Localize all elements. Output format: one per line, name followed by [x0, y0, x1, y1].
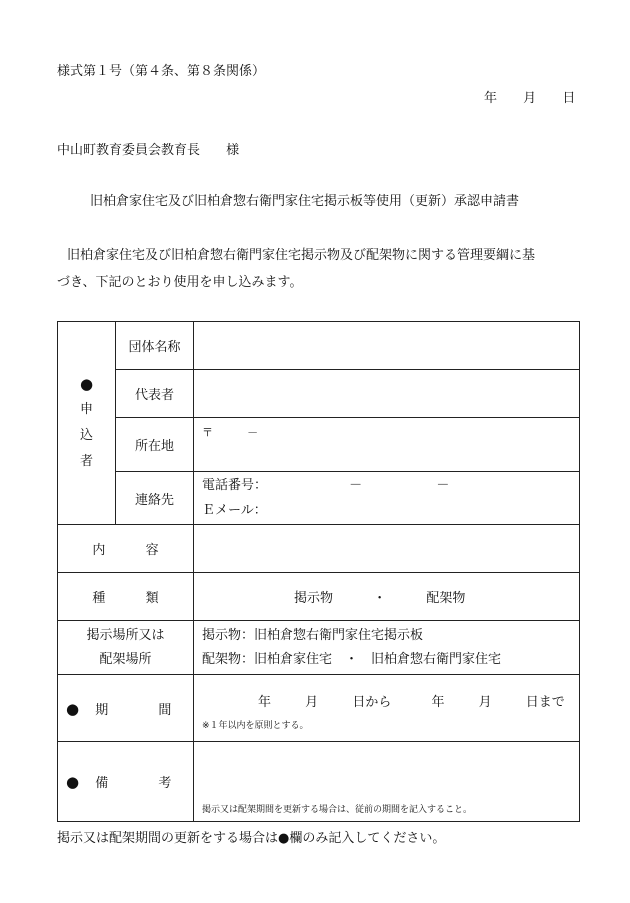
remarks-note: 掲示又は配架期間を更新する場合は、従前の期間を記入すること。 — [202, 805, 473, 815]
row-org-name — [58, 322, 580, 370]
period-label-b: 間 — [158, 702, 172, 718]
address-label: 所在地 — [116, 418, 194, 472]
applicant-label-char-3: 者 — [79, 454, 93, 469]
postal-dash: － — [247, 426, 259, 439]
period-label-a: 期 — [95, 702, 109, 718]
content-label-cell — [58, 525, 194, 573]
row-contact — [58, 472, 580, 525]
content-field[interactable] — [194, 525, 580, 573]
type-label-a: 種 — [92, 591, 106, 606]
period-to-day: 日まで — [525, 695, 565, 710]
org-name-field[interactable] — [194, 322, 580, 370]
period-mark: ● — [66, 699, 80, 718]
remarks-mark: ● — [66, 773, 80, 791]
remarks-label-cell — [58, 742, 194, 822]
postal-mark: 〒 — [202, 426, 213, 439]
phone-dash-2: － — [436, 478, 450, 493]
row-type — [58, 573, 580, 621]
row-period — [58, 675, 580, 742]
period-from-year: 年 — [258, 695, 272, 710]
footer-note: 掲示又は配架期間の更新をする場合は●欄のみ記入してください。 — [57, 831, 446, 846]
applicant-label-cell — [58, 322, 116, 525]
location-label-cell — [58, 621, 194, 675]
representative-field[interactable] — [194, 370, 580, 418]
period-to-month: 月 — [478, 695, 492, 710]
content-label-a: 内 — [92, 543, 106, 558]
application-form-table — [57, 321, 580, 822]
period-label-cell — [58, 675, 194, 742]
type-field — [194, 573, 580, 621]
location-value-line-2: 配架物：旧柏倉家住宅 ・ 旧柏倉惣右衛門家住宅 — [202, 651, 502, 667]
content-label-b: 容 — [145, 543, 159, 558]
period-note: ※１年以内を原則とする。 — [202, 721, 309, 731]
date-line — [484, 87, 575, 106]
row-remarks — [58, 742, 580, 822]
type-label-cell — [58, 573, 194, 621]
remarks-label-a: 備 — [95, 776, 109, 791]
period-to-year: 年 — [431, 695, 445, 710]
date-month-label: 月 — [523, 91, 537, 106]
period-from-month: 月 — [305, 695, 319, 710]
date-day-label: 日 — [562, 91, 576, 106]
type-separator: ・ — [373, 591, 387, 606]
type-option-rack[interactable]: 配架物 — [426, 591, 466, 606]
location-field — [194, 621, 580, 675]
period-field[interactable] — [194, 675, 580, 742]
row-location — [58, 621, 580, 675]
type-label-b: 類 — [145, 591, 159, 606]
contact-label: 連絡先 — [116, 472, 194, 525]
row-content — [58, 525, 580, 573]
applicant-label-char-1: 申 — [79, 402, 93, 417]
representative-label: 代表者 — [116, 370, 194, 418]
addressee — [57, 139, 239, 158]
addressee-suffix: 様 — [226, 143, 240, 158]
remarks-field[interactable] — [194, 742, 580, 822]
form-number: 様式第１号（第４条、第８条関係） — [57, 64, 266, 79]
intro-line-1: 旧柏倉家住宅及び旧柏倉惣右衛門家住宅掲示物及び配架物に関する管理要綱に基 — [67, 248, 536, 263]
intro-line-2: づき、下記のとおり使用を申し込みます。 — [57, 275, 303, 290]
row-address — [58, 418, 580, 472]
period-from-day: 日から — [352, 695, 392, 710]
org-name-label: 団体名称 — [116, 322, 194, 370]
location-label-line-1: 掲示場所又は — [86, 627, 165, 643]
addressee-name: 中山町教育委員会教育長 — [57, 143, 201, 158]
contact-field[interactable] — [194, 472, 580, 525]
location-value-line-1: 掲示物：旧柏倉惣右衛門家住宅掲示板 — [202, 627, 424, 643]
phone-dash-1: － — [349, 478, 363, 493]
email-label: Ｅメール： — [202, 503, 267, 518]
document-title: 旧柏倉家住宅及び旧柏倉惣右衛門家住宅掲示板等使用（更新）承認申請書 — [90, 194, 520, 209]
phone-label: 電話番号： — [202, 478, 268, 493]
remarks-label-b: 考 — [158, 776, 172, 791]
address-field[interactable] — [194, 418, 580, 472]
type-option-posting[interactable]: 掲示物 — [294, 591, 334, 606]
date-year-label: 年 — [484, 91, 498, 106]
applicant-mark: ● — [79, 375, 94, 393]
applicant-label-char-2: 込 — [79, 428, 93, 443]
row-representative — [58, 370, 580, 418]
location-label-line-2: 配架場所 — [99, 651, 152, 667]
